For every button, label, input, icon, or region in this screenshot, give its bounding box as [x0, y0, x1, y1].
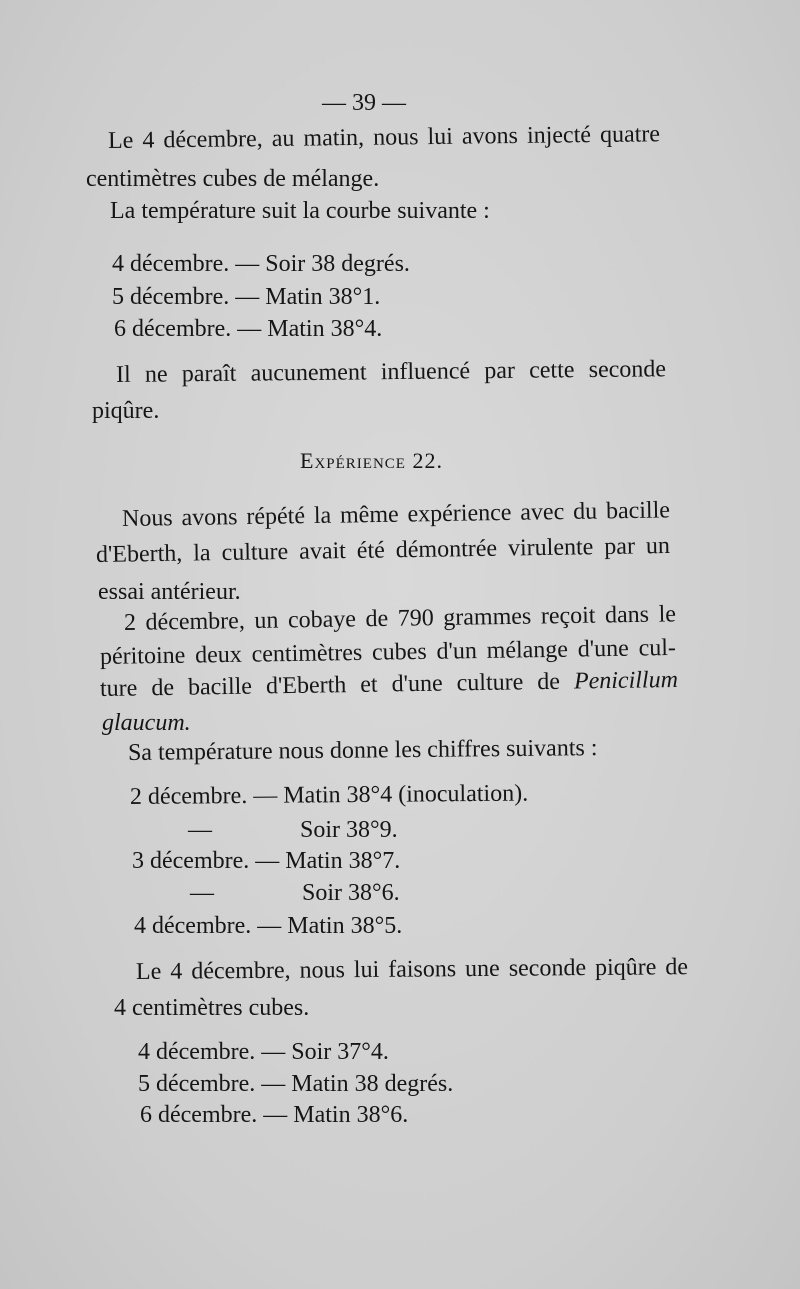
temperature-entry: 6 décembre. — Matin 38°6. [140, 1102, 409, 1128]
paragraph-line-italic: glaucum. [102, 710, 191, 736]
paragraph-line: essai antérieur. [98, 579, 241, 605]
temperature-entry: 2 décembre. — Matin 38°4 (inoculation). [129, 780, 529, 810]
paragraph-line: péritoine deux centimètres cubes d'un mélange d'une cul- [99, 634, 677, 670]
paragraph-line: 2 décembre, un cobaye de 790 grammes reçoit dans le [123, 601, 677, 636]
temperature-entry: 4 décembre. — Soir 38 degrés. [112, 251, 410, 277]
temperature-entry: 5 décembre. — Matin 38 degrés. [138, 1071, 454, 1097]
paragraph-line: piqûre. [92, 398, 160, 424]
page-number: — 39 — [322, 90, 406, 116]
paragraph-line: d'Eberth, la culture avait été démontrée virulente par un [95, 532, 671, 568]
temperature-entry: 6 décembre. — Matin 38°4. [114, 316, 383, 342]
section-heading: Expérience 22. [300, 448, 443, 473]
paragraph-line: ture de bacille d'Eberth et d'une culture de Penicillum [99, 666, 679, 702]
temperature-entry: 4 décembre. — Soir 37°4. [138, 1039, 389, 1065]
temperature-entry: — Soir 38°6. [190, 880, 400, 906]
temperature-entry: 4 décembre. — Matin 38°5. [134, 913, 403, 939]
temperature-entry: — Soir 38°9. [188, 817, 398, 843]
paragraph-line: Nous avons répété la même expérience avec du bacille [121, 497, 671, 532]
paragraph-line: 4 centimètres cubes. [114, 995, 310, 1021]
paragraph-line: Le 4 décembre, au matin, nous lui avons injecté quatre [107, 121, 661, 154]
paragraph-line: Le 4 décembre, nous lui faisons une seconde piqûre de [135, 954, 689, 985]
paragraph-line: centimètres cubes de mélange. [86, 166, 380, 192]
temperature-entry: 3 décembre. — Matin 38°7. [132, 848, 401, 874]
paragraph-line: La température suit la courbe suivante : [110, 198, 490, 224]
temperature-entry: 5 décembre. — Matin 38°1. [112, 284, 381, 310]
paragraph-line: Sa température nous donne les chiffres suivants : [127, 735, 598, 766]
paragraph-line: Il ne paraît aucunement influencé par cette seconde [115, 356, 667, 388]
